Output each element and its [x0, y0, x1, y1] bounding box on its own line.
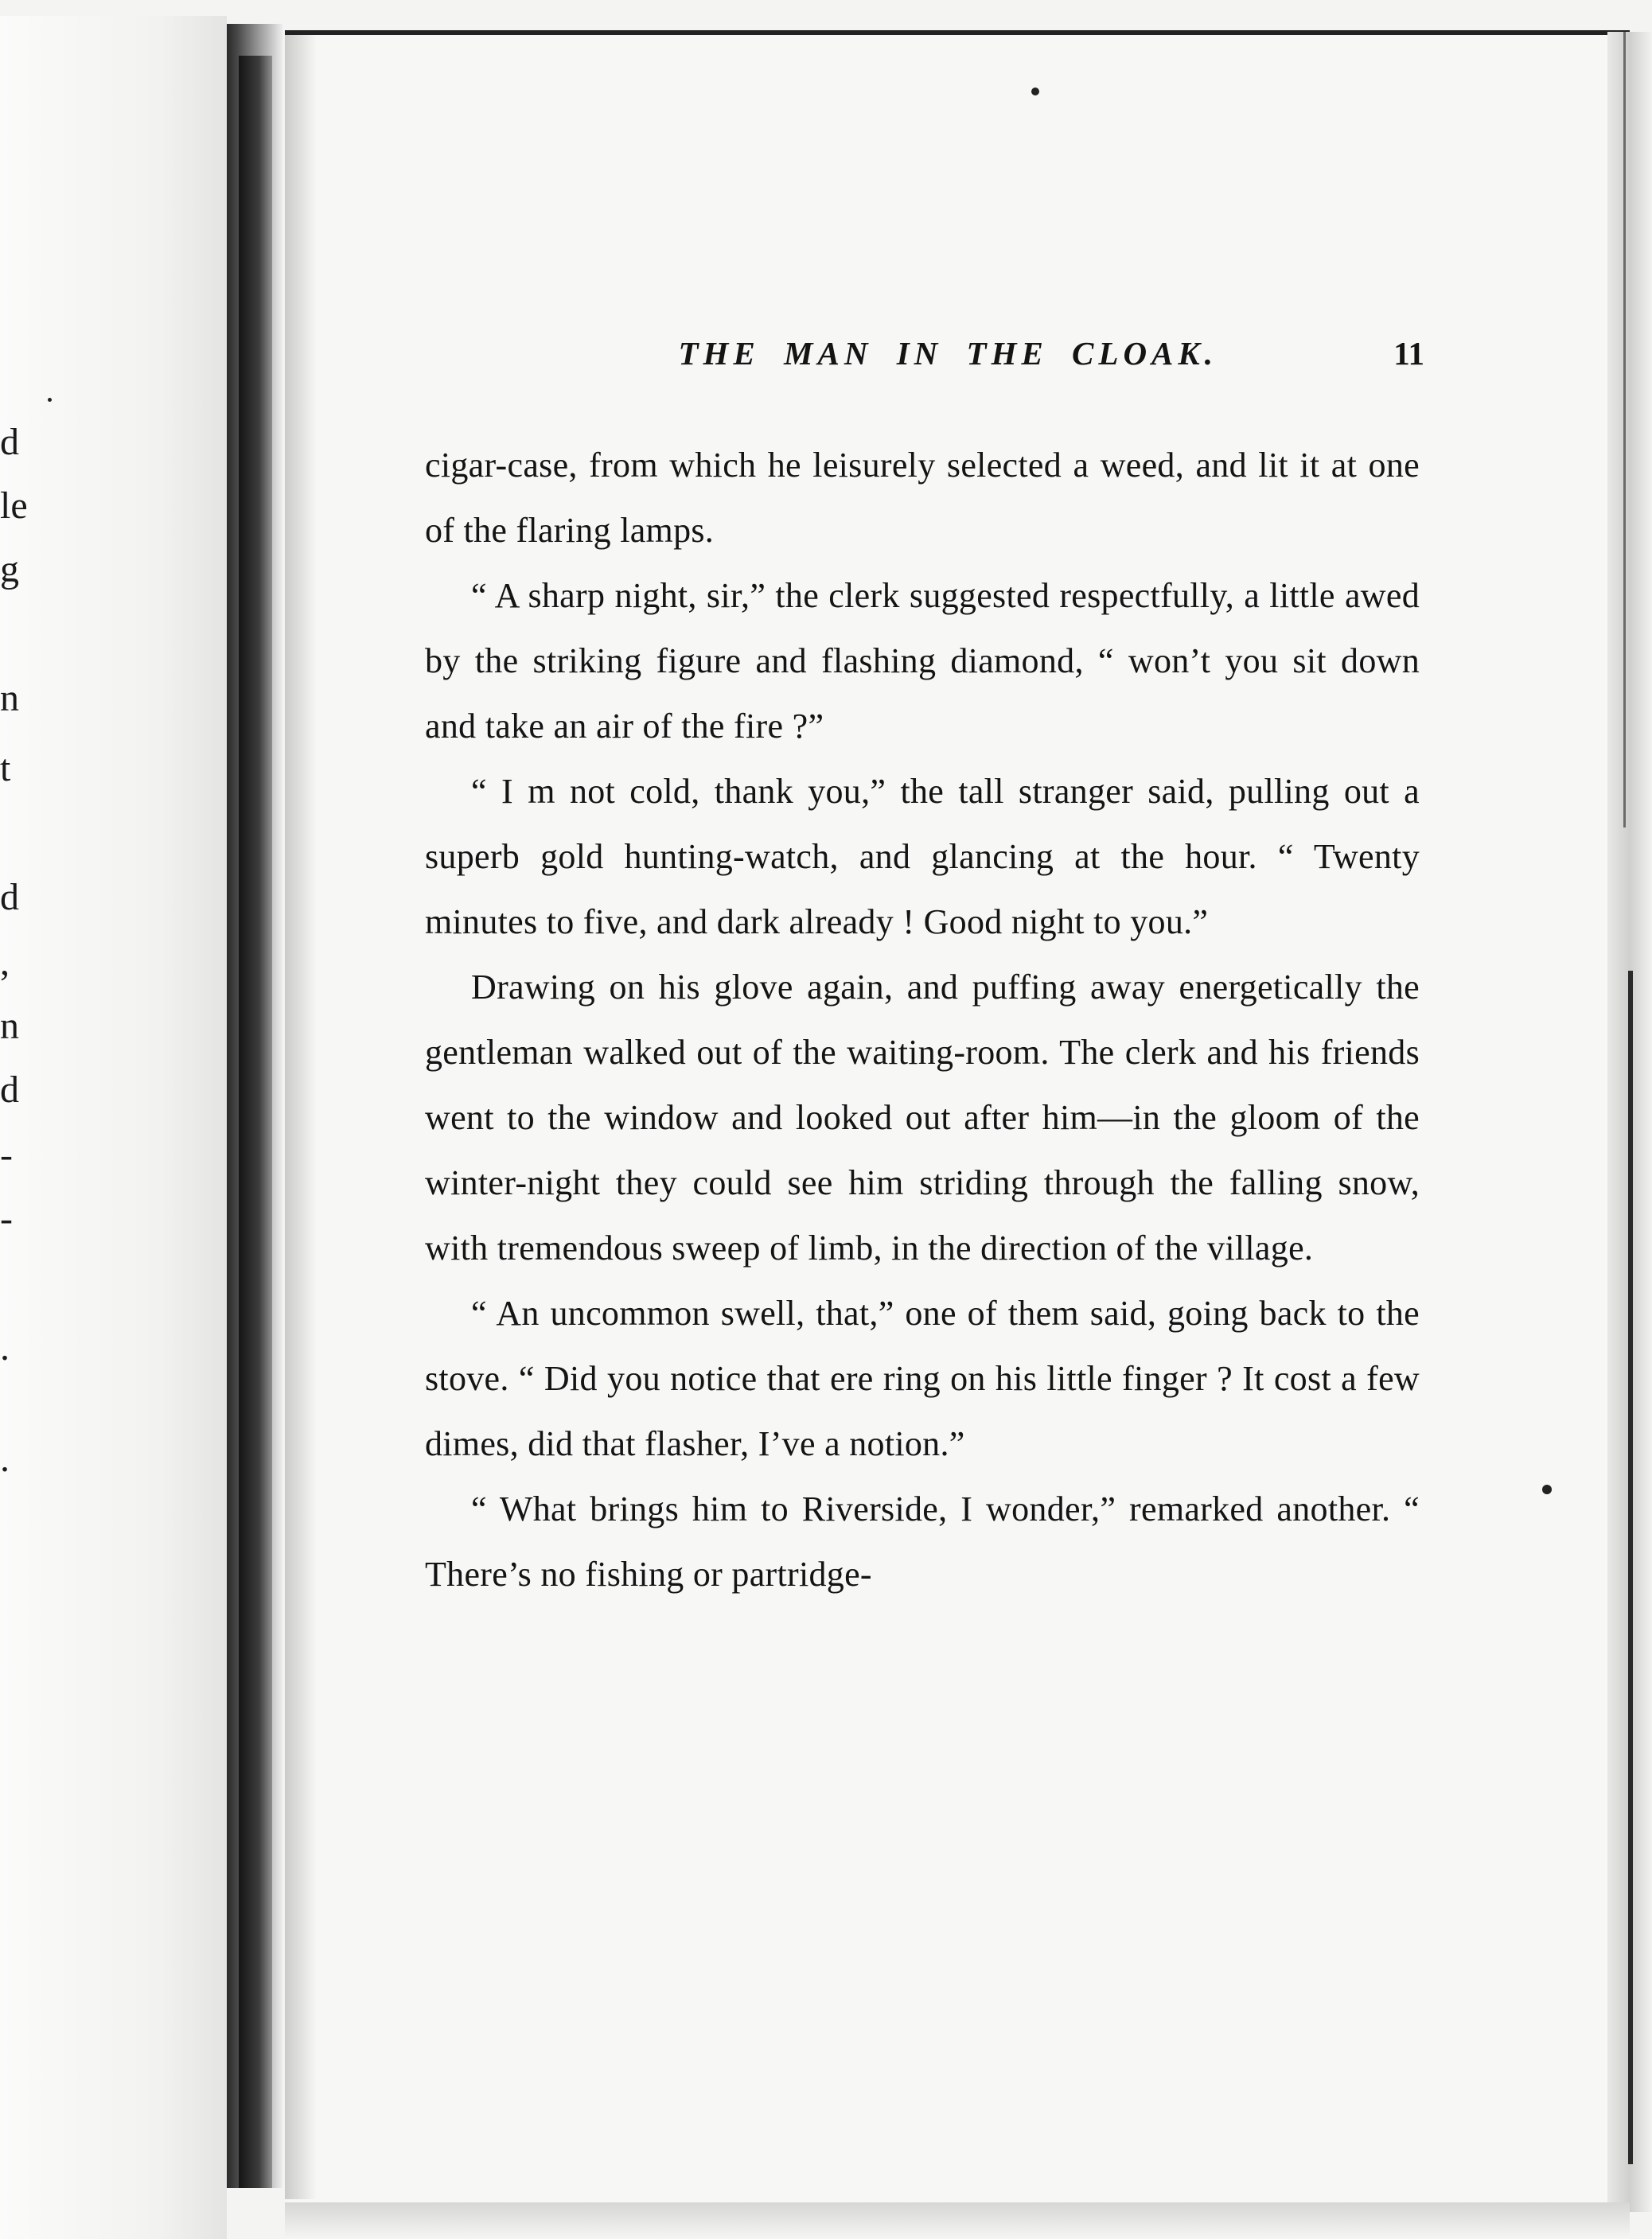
- facing-page-letter: g: [0, 548, 19, 590]
- book-binding: [239, 56, 272, 2188]
- page-bottom-edge: [285, 2202, 1630, 2239]
- facing-page-letter: n: [0, 1005, 19, 1047]
- paragraph: “ What brings him to Riverside, I wonder,” remarked another. “ There’s no fishing or partridge-: [425, 1489, 1420, 1594]
- facing-page-letter: d: [0, 876, 19, 918]
- paragraph: cigar-case, from which he leisurely selected a weed, and lit it at one of the flaring lamps.: [425, 446, 1420, 550]
- facing-page-letter: -: [0, 1197, 13, 1240]
- facing-page-letters: [0, 16, 48, 1607]
- facing-page-letter: ,: [0, 941, 10, 983]
- page-edge-line: [1628, 971, 1633, 2164]
- paragraph: Drawing on his glove again, and puffing away energetically the gentleman walked out of the waiting-room. The clerk and his friends went to the window and looked out after him—in the gloom of the winter-night they could see him striding through the falling snow, with tremendous sweep of limb, in the direction of the village.: [425, 968, 1420, 1267]
- paragraph: “ An uncommon swell, that,” one of them said, going back to the stove. “ Did you notice that ere ring on his little finger ? It cost a few dimes, did that flasher, I’ve a notion.”: [425, 1294, 1420, 1463]
- paragraph: “ A sharp night, sir,” the clerk suggested respectfully, a little awed by the striking figure and flashing diamond, “ won’t you sit down and take an air of the fire ?”: [425, 576, 1420, 746]
- body-text: [425, 433, 1420, 2167]
- facing-page-letter: d: [0, 421, 19, 463]
- running-head-title: THE MAN IN THE CLOAK.: [678, 335, 1218, 372]
- page-edge-line: [1623, 32, 1626, 827]
- page-number: 11: [1393, 335, 1424, 372]
- facing-page-letter: le: [0, 485, 28, 527]
- page-inner-shadow: [285, 35, 317, 2199]
- ink-speck: [1542, 1485, 1552, 1494]
- facing-page-letter: n: [0, 677, 19, 719]
- facing-page-letter: t: [0, 747, 11, 789]
- facing-page-letter: .: [0, 1326, 10, 1369]
- facing-page-letter: -: [0, 1134, 13, 1176]
- ink-speck: [1031, 88, 1039, 95]
- facing-page-edge: [0, 16, 227, 2239]
- facing-page-letter: d: [0, 1069, 19, 1111]
- paragraph: “ I m not cold, thank you,” the tall stranger said, pulling out a superb gold hunting-watch, and glancing at the hour. “ Twenty minutes to five, and dark already ! Good night to you.”: [425, 772, 1420, 941]
- facing-page-letter: .: [0, 1438, 10, 1480]
- ink-speck: [48, 398, 52, 402]
